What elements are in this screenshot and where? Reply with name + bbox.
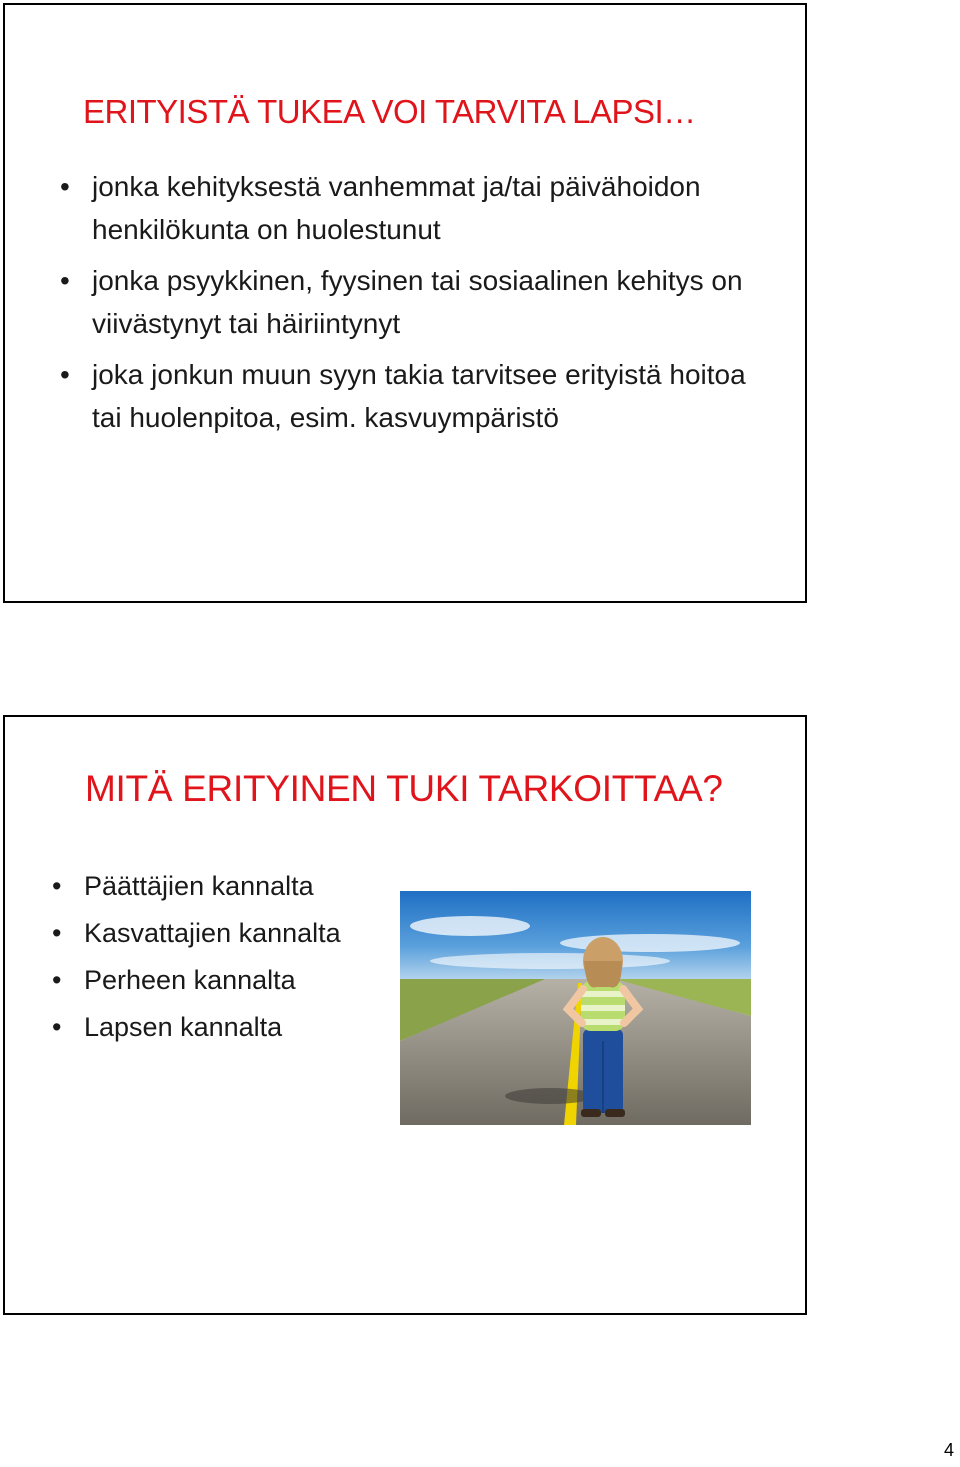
slide-2-title: MITÄ ERITYINEN TUKI TARKOITTAA? bbox=[85, 768, 723, 809]
list-item: • joka jonkun muun syyn takia tarvitsee erityistä hoitoa tai huolenpitoa, esim. kasvuympäristö bbox=[60, 353, 760, 439]
page-number: 4 bbox=[943, 1440, 954, 1460]
list-item: • Perheen kannalta bbox=[52, 957, 412, 1004]
child-on-road-photo bbox=[400, 891, 751, 1125]
slide-2-bullet-list bbox=[52, 863, 412, 1051]
slide-2 bbox=[3, 715, 807, 1315]
slide-1-title: ERITYISTÄ TUKEA VOI TARVITA LAPSI… bbox=[83, 93, 696, 130]
list-item: • jonka kehityksestä vanhemmat ja/tai päivähoidon henkilökunta on huolestunut bbox=[60, 165, 760, 251]
slide-1 bbox=[3, 3, 807, 603]
list-item: • Päättäjien kannalta bbox=[52, 863, 412, 910]
slide-1-bullet-list bbox=[60, 165, 760, 447]
list-item: • Lapsen kannalta bbox=[52, 1004, 412, 1051]
cloud bbox=[410, 916, 530, 936]
child-shadow bbox=[505, 1088, 595, 1104]
list-item: • Kasvattajien kannalta bbox=[52, 910, 412, 957]
cloud bbox=[430, 953, 670, 969]
list-item: • jonka psyykkinen, fyysinen tai sosiaalinen kehitys on viivästynyt tai häiriintynyt bbox=[60, 259, 760, 345]
